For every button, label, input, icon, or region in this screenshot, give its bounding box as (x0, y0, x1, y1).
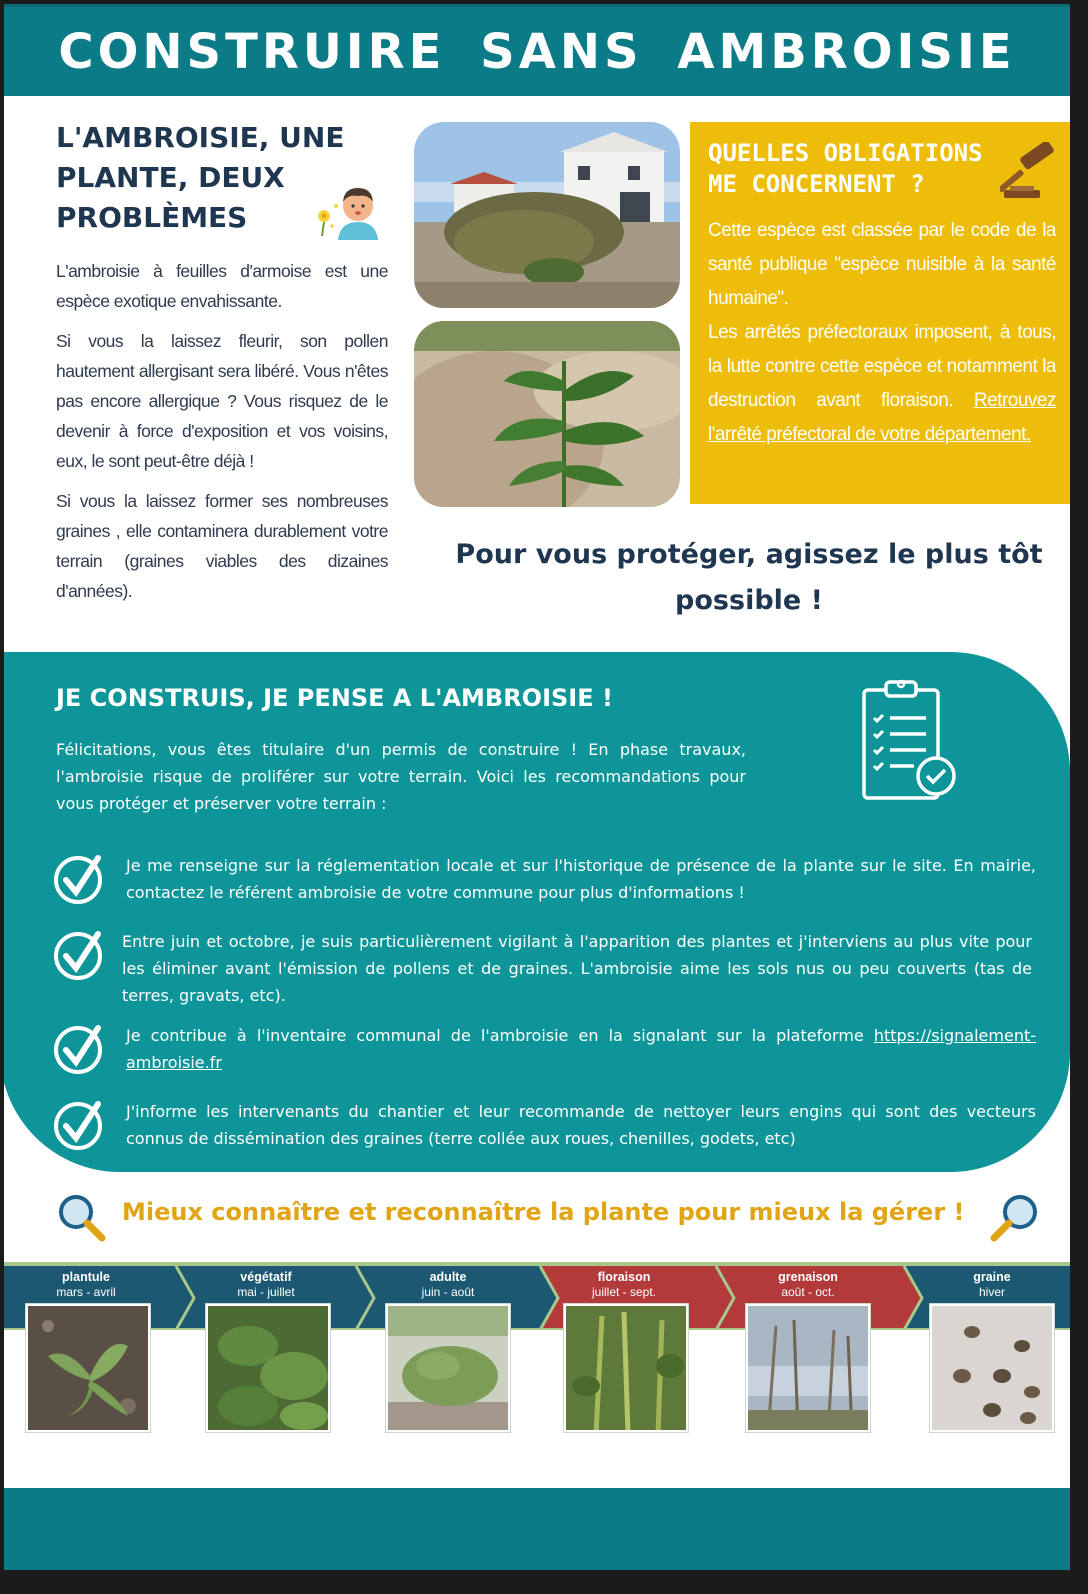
recommendations-block (4, 652, 1070, 1172)
seed-photo (930, 1304, 1054, 1432)
stage-period: juillet - sept. (591, 1285, 657, 1299)
stage-label (196, 1270, 336, 1300)
house-photo (414, 122, 680, 308)
paragraph: L'ambroisie à feuilles d'armoise est une espèce exotique envahissante. (56, 261, 388, 311)
check-circle-icon (52, 1022, 106, 1076)
check-circle-icon (52, 1098, 106, 1152)
flowering-photo (564, 1304, 688, 1432)
page (4, 4, 1070, 1570)
stage-label (922, 1270, 1062, 1300)
know-plant-heading: Mieux connaître et reconnaître la plante pour mieux la gérer ! (122, 1198, 965, 1226)
checklist-icon (858, 674, 958, 804)
signalement-link[interactable]: https://signalement-ambroisie.fr (126, 1026, 1036, 1072)
growth-timeline (4, 1262, 1070, 1442)
protect-heading: Pour vous protéger, agissez le plus tôt possible ! (455, 539, 1043, 616)
section-title: L'AMBROISIE, UNE PLANTE, DEUX PROBLÈMES (56, 121, 345, 234)
paragraph: Si vous la laissez fleurir, son pollen hautement allergisant sera libéré. Vous n'êtes pas encore allergique ? Vous risquez de le devenir à force d'exposition et vos voisins, eux, le sont peut-être déjà ! (56, 331, 388, 471)
stage-period: juin - août (421, 1285, 475, 1299)
recommendation-text (126, 1022, 1036, 1076)
paragraph: Si vous la laissez former ses nombreuses graines , elle contaminera durablement votre terrain (graines viables des dizaines d'années). (56, 491, 388, 601)
intro-text (56, 256, 388, 606)
allergic-person-icon (312, 176, 384, 240)
stage-name: plantule (62, 1270, 110, 1284)
stage-period: hiver (978, 1285, 1005, 1299)
recommendation-text-part: Je contribue à l'inventaire communal de l'ambroisie en la signalant sur la plateforme (126, 1026, 874, 1045)
stage-period: août - oct. (781, 1285, 835, 1299)
intro-column (56, 118, 388, 616)
recommendations-title: JE CONSTRUIS, JE PENSE A L'AMBROISIE ! (56, 684, 613, 712)
stage-period: mai - juillet (237, 1285, 295, 1299)
obligations-paragraph: Les arrêtés préfectoraux imposent, à tous, la lutte contre cette espèce et notamment la destruction avant floraison. (708, 322, 1056, 411)
obligations-text (708, 214, 1056, 452)
stage-name: adulte (429, 1270, 467, 1284)
seedling-photo (26, 1304, 150, 1432)
seeding-photo (746, 1304, 870, 1432)
recommendations-intro: Félicitations, vous êtes titulaire d'un permis de construire ! En phase travaux, l'ambroisie risque de proliférer sur votre terrain. Voici les recommandations pour vous protéger et préserver votre terrain : (56, 740, 746, 813)
magnifier-icon (990, 1192, 1040, 1242)
page-title: CONSTRUIRE SANS AMBROISIE (58, 23, 1016, 80)
obligations-title: QUELLES OBLIGATIONS ME CONCERNENT ? (708, 139, 983, 198)
obligations-box (690, 122, 1070, 504)
magnifier-icon (56, 1192, 106, 1242)
prefectoral-decree-link[interactable]: Retrouvez l'arrêté préfectoral de votre département. (708, 390, 1056, 445)
ragweed-photo (414, 321, 680, 507)
know-plant-banner (4, 1192, 1070, 1244)
check-circle-icon (52, 928, 106, 982)
stage-name: grenaison (778, 1270, 838, 1284)
stage-name: graine (973, 1270, 1011, 1284)
stage-label (378, 1270, 518, 1300)
stage-label (554, 1270, 694, 1300)
recommendation-text: Je me renseigne sur la réglementation locale et sur l'historique de présence de la plante sur le site. En mairie, contactez le référent ambroisie de votre commune pour plus d'informations ! (126, 856, 1036, 902)
recommendation-text: Entre juin et octobre, je suis particulièrement vigilant à l'apparition des plantes et j'interviens au plus vite pour les éliminer avant l'émission de pollens et de graines. L'ambroisie aime les sols nus ou peu couverts (tas de terres, gravats, etc). (122, 932, 1032, 1005)
stage-name: végétatif (240, 1270, 292, 1284)
stage-label (16, 1270, 156, 1300)
check-circle-icon (52, 852, 106, 906)
stage-period: mars - avril (56, 1285, 116, 1299)
timeline-arrow-bar (4, 1266, 1070, 1330)
obligations-paragraph: Cette espèce est classée par le code de la santé publique "espèce nuisible à la santé humaine". (708, 220, 1056, 309)
gavel-icon (1000, 142, 1060, 200)
vegetative-photo (206, 1304, 330, 1432)
stage-name: floraison (597, 1270, 651, 1284)
title-banner (4, 4, 1070, 96)
adult-plant-photo (386, 1304, 510, 1432)
stage-label (738, 1270, 878, 1300)
recommendation-text: J'informe les intervenants du chantier et leur recommande de nettoyer leurs engins qui sont des vecteurs connus de dissémination des graines (terre collée aux roues, chenilles, godets, etc) (126, 1102, 1036, 1148)
footer-band (4, 1488, 1070, 1570)
